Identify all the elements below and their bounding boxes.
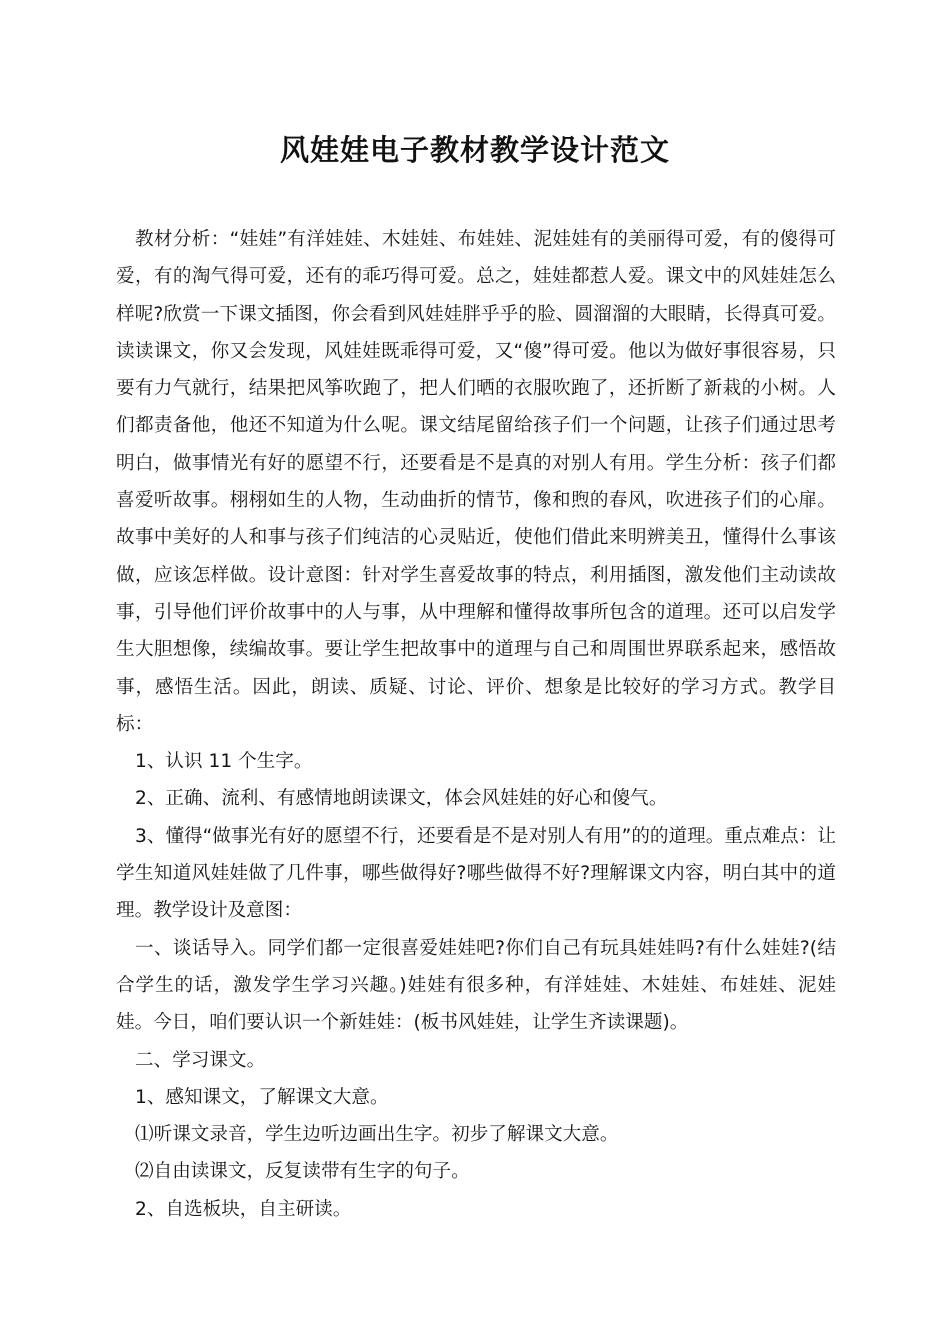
paragraph-step-2-1: 1、感知课文，了解课文大意。: [135, 1086, 389, 1108]
document-title: 风娃娃电子教材教学设计范文: [279, 133, 670, 167]
paragraph-step-2: 二、学习课文。: [135, 1049, 266, 1071]
paragraph-step-1: 一、谈话导入。同学们都一定很喜爱娃娃吧?你们自己有玩具娃娃吗?有什么娃娃?(结合学生的话，激发学生学习兴趣。)娃娃有很多种，有洋娃娃、木娃娃、布娃娃、泥娃娃。今日，咱们要认识一个新娃娃：(板书风娃娃，让学生齐读课题)。: [116, 937, 836, 1034]
paragraph-step-2-2: 2、自选板块，自主研读。: [135, 1198, 352, 1220]
document-body: [116, 221, 836, 1228]
paragraph-goal-3: 3、懂得“做事光有好的愿望不行，还要看是不是对别人有用”的的道理。重点难点：让学生知道风娃娃做了几件事，哪些做得好?哪些做得不好?理解课文内容，明白其中的道理。教学设计及意图：: [116, 825, 836, 922]
paragraph-intro: 教材分析：“娃娃”有洋娃娃、木娃娃、布娃娃、泥娃娃有的美丽得可爱，有的傻得可爱，有的淘气得可爱，还有的乖巧得可爱。总之，娃娃都惹人爱。课文中的风娃娃怎么样呢?欣赏一下课文插图，你会看到风娃娃胖乎乎的脸、圆溜溜的大眼睛，长得真可爱。读读课文，你又会发现，风娃娃既乖得可爱，又“傻”得可爱。他以为做好事很容易，只要有力气就行，结果把风筝吹跑了，把人们晒的衣服吹跑了，还折断了新栽的小树。人们都责备他，他还不知道为什么呢。课文结尾留给孩子们一个问题，让孩子们通过思考明白，做事情光有好的愿望不行，还要看是不是真的对别人有用。学生分析：孩子们都喜爱听故事。栩栩如生的人物，生动曲折的情节，像和煦的春风，吹进孩子们的心扉。故事中美好的人和事与孩子们纯洁的心灵贴近，使他们借此来明辨美丑，懂得什么事该做，应该怎样做。设计意图：针对学生喜爱故事的特点，利用插图，激发他们主动读故事，引导他们评价故事中的人与事，从中理解和懂得故事所包含的道理。还可以启发学生大胆想像，续编故事。要让学生把故事中的道理与自己和周围世界联系起来，感悟故事，感悟生活。因此，朗读、质疑、讨论、评价、想象是比较好的学习方式。教学目标：: [116, 229, 836, 735]
paragraph-goal-1: 1、认识 11 个生字。: [135, 751, 313, 773]
paragraph-goal-2: 2、正确、流利、有感情地朗读课文，体会风娃娃的好心和傻气。: [135, 788, 668, 810]
paragraph-step-2-1-a: ⑴听课文录音，学生边听边画出生字。初步了解课文大意。: [135, 1124, 619, 1146]
paragraph-step-2-1-b: ⑵自由读课文，反复读带有生字的句子。: [135, 1161, 470, 1183]
